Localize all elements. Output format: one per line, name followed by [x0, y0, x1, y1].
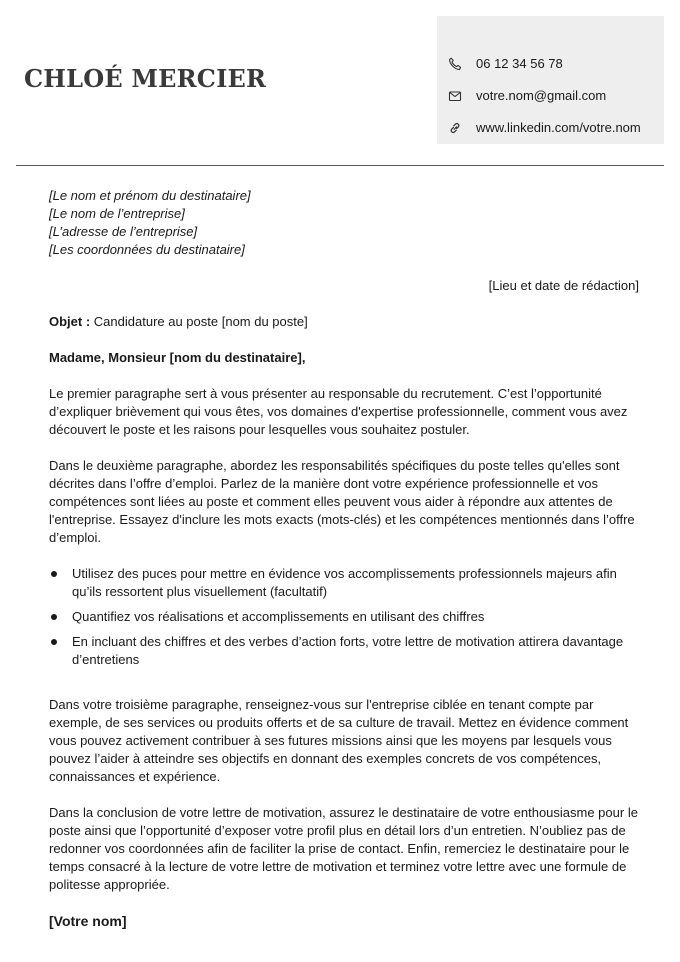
recipient-details: [Les coordonnées du destinataire] — [49, 242, 245, 257]
letter-body — [49, 187, 639, 930]
contact-phone — [437, 52, 664, 76]
contact-linkedin — [437, 116, 664, 140]
contact-box — [437, 16, 664, 144]
achievements-list — [49, 565, 639, 669]
subject-text: Candidature au poste [nom du poste] — [93, 314, 308, 329]
list-item-text: Utilisez des puces pour mettre en évidence vos accomplissements professionnels majeurs afin qu’ils ressortent plus visuellement (facultatif) — [72, 566, 617, 599]
list-item — [49, 608, 639, 626]
paragraph-4: Dans la conclusion de votre lettre de motivation, assurez le destinataire de votre enthousiasme pour le poste ainsi que l’opportunité d’exposer votre profil plus en détail lors d’un entretien. N’oubliez pas de redonner vos coordonnées afin de faciliter la prise de contact. Enfin, remerciez le destinataire pour le temps consacré à la lecture de votre lettre de motivation et terminez votre lettre avec une formule de politesse appropriée. — [49, 805, 638, 892]
list-item-text: En incluant des chiffres et des verbes d’action forts, votre lettre de motivation attirera davantage d’entretiens — [72, 634, 624, 667]
list-item — [49, 565, 639, 601]
paragraph-2: Dans le deuxième paragraphe, abordez les responsabilités spécifiques du poste telles qu'elles sont décrites dans l’offre d’emploi. Parlez de la manière dont votre expérience professionnelle et vos compétences sont liées au poste et comment elles peuvent vous aider à répondre aux attentes de l'entreprise. Essayez d'inclure les mots exacts (mots-clés) et les compétences mentionnés dans l’offre d’emploi. — [49, 458, 635, 545]
candidate-name: CHLOÉ MERCIER — [24, 64, 267, 93]
paragraph-1: Le premier paragraphe sert à vous présenter au responsable du recrutement. C’est l’opportunité d’expliquer brièvement qui vous êtes, vos domaines d'expertise professionnelle, comment vous avez découvert le poste et les raisons pour lesquelles vous souhaitez postuler. — [49, 386, 628, 437]
recipient-company: [Le nom de l’entreprise] — [49, 206, 185, 221]
bullet-icon — [51, 571, 57, 577]
signature: [Votre nom] — [49, 913, 127, 929]
contact-email — [437, 84, 664, 108]
bullet-icon — [51, 614, 57, 620]
mail-icon — [447, 88, 463, 104]
subject-label: Objet : — [49, 314, 91, 329]
recipient-name: [Le nom et prénom du destinataire] — [49, 188, 251, 203]
subject-line — [49, 313, 639, 331]
contact-email-text: votre.nom@gmail.com — [476, 88, 607, 103]
recipient-address: [L’adresse de l’entreprise] — [49, 224, 198, 239]
salutation: Madame, Monsieur [nom du destinataire], — [49, 350, 306, 365]
recipient-block — [49, 187, 639, 259]
contact-linkedin-text: www.linkedin.com/votre.nom — [476, 120, 641, 135]
bullet-icon — [51, 639, 57, 645]
header-divider — [16, 165, 664, 166]
list-item-text: Quantifiez vos réalisations et accomplissements en utilisant des chiffres — [72, 609, 485, 624]
contact-phone-text: 06 12 34 56 78 — [476, 56, 563, 71]
paragraph-3: Dans votre troisième paragraphe, renseignez-vous sur l'entreprise ciblée en tenant compte par exemple, de ses services ou produits offerts et de sa culture de travail. Mettez en évidence comment vous pouvez activement contribuer à ses futures missions ainsi que les moyens par lesquels vous pouvez l’aider à atteindre ses objectifs en donnant des exemples concrets de vos compétences, connaissances et expérience. — [49, 697, 629, 784]
link-icon — [447, 120, 463, 136]
list-item — [49, 633, 639, 669]
phone-icon — [447, 56, 463, 72]
place-date: [Lieu et date de rédaction] — [488, 278, 639, 293]
